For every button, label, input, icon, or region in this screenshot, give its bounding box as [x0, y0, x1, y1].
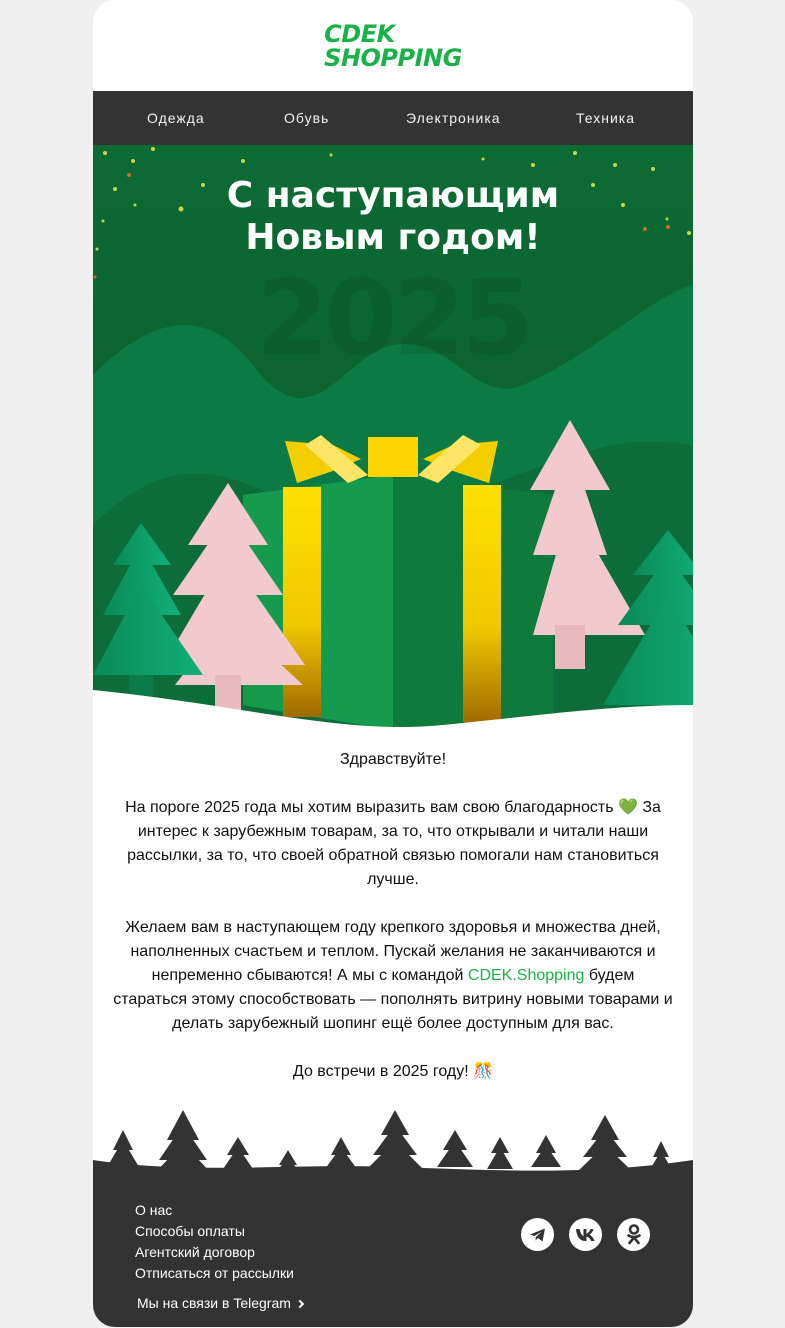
telegram-contact-link[interactable] [137, 1295, 303, 1311]
chevron-right-icon [296, 1300, 304, 1308]
nav-item-shoes[interactable]: Обувь [284, 110, 330, 126]
logo-line-2: SHOPPING [324, 43, 462, 72]
category-nav [93, 91, 693, 145]
footer-link-about[interactable]: О нас [135, 1202, 173, 1218]
logo-header [93, 0, 693, 91]
footer-links [135, 1200, 294, 1284]
footer [93, 1105, 693, 1327]
footer-link-agreement[interactable]: Агентский договор [135, 1244, 255, 1260]
hero-banner[interactable] [93, 145, 693, 730]
telegram-contact-label: Мы на связи в Telegram [137, 1295, 291, 1311]
footer-link-payment[interactable]: Способы оплаты [135, 1223, 245, 1239]
paragraph-thanks: На пороге 2025 года мы хотим выразить вам свою благодарность 💚 За интерес к зарубежным товарам, за то, что открывали и читали наши рассылки, за то, что своей обратной связью помогали нам становиться лучше. [125, 799, 661, 888]
hero-year: 2025 [256, 257, 530, 379]
message-body [113, 748, 673, 1108]
hero-title-line-1: С наступающим [226, 175, 560, 216]
nav-item-electronics[interactable]: Электроника [406, 110, 501, 126]
logo-line-1: CDEK [324, 19, 395, 48]
nav-item-appliances[interactable]: Техника [576, 110, 636, 126]
odnoklassniki-icon[interactable] [617, 1218, 650, 1251]
cdek-shopping-logo[interactable] [324, 19, 462, 72]
paragraph-wishes-text-2: будем стараться этому способствовать — пополнять витрину новыми товарами и делать зарубежный шопинг ещё более доступным для вас. [113, 967, 673, 1032]
nav-item-clothing[interactable]: Одежда [147, 110, 205, 126]
vk-icon[interactable] [569, 1218, 602, 1251]
telegram-icon-glyph [528, 1225, 548, 1245]
paragraph-wishes-text-1: Желаем вам в наступающем году крепкого здоровья и множества дней, наполненных счастьем и теплом. Пускай желания не заканчиваются и непременно сбываются! А мы с командой [125, 919, 661, 984]
footer-link-unsubscribe[interactable]: Отписаться от рассылки [135, 1265, 294, 1281]
email-card [93, 0, 693, 1327]
closing-line: До встречи в 2025 году! 🎊 [292, 1063, 494, 1080]
cdek-shopping-link[interactable]: CDEK.Shopping [467, 967, 585, 984]
telegram-icon[interactable] [521, 1218, 554, 1251]
paragraph-wishes [113, 916, 673, 1036]
vk-icon-glyph [575, 1228, 597, 1242]
greeting: Здравствуйте! [339, 751, 447, 768]
hero-title-line-2: Новым годом! [245, 217, 541, 258]
odnoklassniki-icon-glyph [626, 1224, 642, 1246]
hero-title [93, 175, 693, 259]
